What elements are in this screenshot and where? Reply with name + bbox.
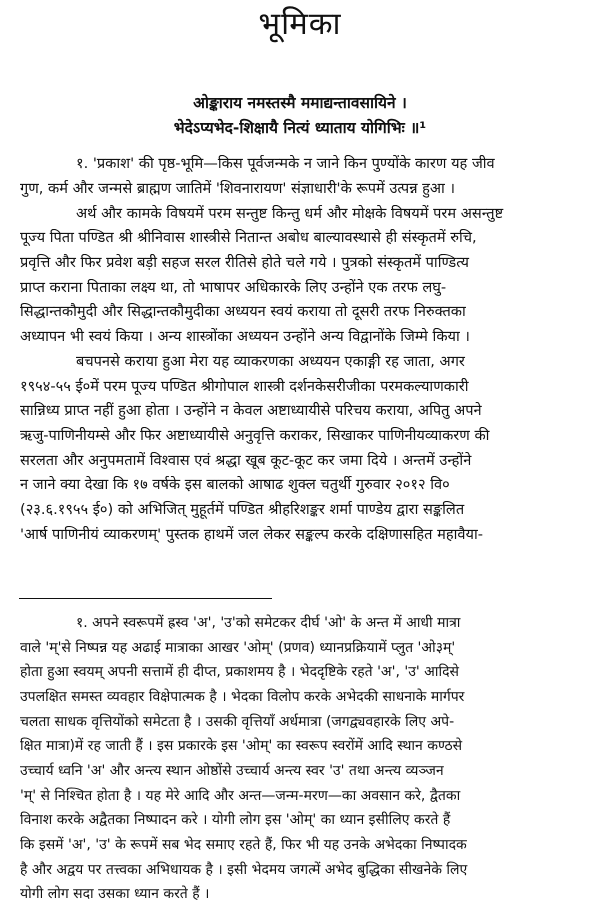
- footnote-line: क्षित मात्रा)में रह जाती हैं । इस प्रकारके इस 'ओम्' का स्वरूप स्वरोंमें आदि स्थान कण्ठसे: [20, 738, 463, 754]
- footnote-line: होता हुआ स्वयम् अपनी सत्तामें ही दीप्त, प्रकाशमय है । भेददृष्टिके रहते 'अ', 'उ' आदिसे: [20, 664, 460, 680]
- footnote-line: वाले 'म्'से निष्पन्न यह अढाई मात्राका आखर 'ओम्' (प्रणव) ध्यानप्रक्रियामें प्लुत 'ओ३म्': [20, 640, 456, 656]
- verse-line-2: भेदेऽप्यभेद-शिक्षायै नित्यं ध्याताय योगिभिः ॥¹: [173, 119, 427, 137]
- footnote-line: उच्चार्य ध्वनि 'अ' और अन्त्य स्थान ओष्ठोंसे उच्चार्य अन्त्य स्वर 'उ' तथा अन्त्य व्यञ्जन: [20, 763, 444, 779]
- body-line: अर्थ और कामके विषयमें परम सन्तुष्ट किन्तु धर्म और मोक्षके विषयमें परम असन्तुष्ट: [76, 205, 504, 222]
- footnote-line: १. अपने स्वरूपमें ह्रस्व 'अ', 'उ'को समेटकर दीर्घ 'ओ' के अन्त में आधी मात्रा: [76, 615, 461, 631]
- body-line: सान्निध्य प्राप्त नहीं हुआ होता । उन्होंने न केवल अष्टाध्यायीसे परिचय कराया, अपितु अपने: [20, 402, 482, 419]
- footnote-line: विनाश करके अद्वैतका निष्पादन करे । योगी लोग इस 'ओम्' का ध्यान इसीलिए करते हैं: [20, 812, 451, 828]
- footnote-line: उपलक्षित समस्त व्यवहार विक्षेपात्मक है । भेदका विलोप करके अभेदकी साधनाके मार्गपर: [20, 689, 465, 705]
- body-line: 'आर्ष पाणिनीयं व्याकरणम्' पुस्तक हाथमें जल लेकर सङ्कल्प करके दक्षिणासहित महावैया-: [20, 526, 484, 543]
- body-line: (२३.६.१९५५ ई०) को अभिजित् मुहूर्तमें पण्डित श्रीहरिशङ्कर शर्मा पाण्डेय द्वारा सङ्कलित: [20, 501, 465, 518]
- body-line: न जाने क्या देखा कि १७ वर्षके इस बालको आषाढ शुक्ल चतुर्थी गुरुवार २०१२ वि०: [20, 476, 450, 493]
- body-line: बचपनसे कराया हुआ मेरा यह व्याकरणका अध्ययन एकाङ्गी रह जाता, अगर: [76, 353, 465, 370]
- body-line: पूज्य पिता पण्डित श्री श्रीनिवास शास्त्रीसे नितान्त अबोध बाल्यावस्थासे ही संस्कृतमें रुचि,: [20, 229, 477, 246]
- body-line: सिद्धान्तकौमुदी और सिद्धान्तकौमुदीका अध्ययन स्वयं कराया तो दूसरी तरफ निरुक्तका: [20, 303, 466, 320]
- body-line: प्रवृत्ति और फिर प्रवेश बड़ी सहज सरल रीतिसे होते चले गये । पुत्रको संस्कृतमें पाण्डित्य: [20, 254, 469, 271]
- footnote-line: योगी लोग सदा उसका ध्यान करते हैं ।: [20, 886, 210, 902]
- verse-line-1: ओङ्काराय नमस्तस्मै ममाद्यन्तावसायिने ।: [193, 94, 407, 112]
- footnote-divider: [19, 598, 272, 599]
- footnote-line: कि इसमें 'अ', 'उ' के रूपमें सब भेद समाए रहते हैं, फिर भी यह उनके अभेदका निष्पादक: [20, 837, 467, 853]
- body-line: गुण, कर्म और जन्मसे ब्राह्मण जातिमें 'शिवनारायण' संज्ञाधारी'के रूपमें उत्पन्न हुआ ।: [20, 180, 455, 197]
- page-title: भूमिका: [258, 6, 342, 42]
- footnote-line: चलता साधक वृत्तियोंको समेटता है । उसकी वृत्तियाँ अर्धमात्रा (जगद्व्यवहारके लिए अपे-: [20, 714, 455, 730]
- footnote-line: 'म्' से निश्चित होता है । यह मेरे आदि और अन्त—जन्म-मरण—का अवसान करे, द्वैतका: [20, 788, 461, 804]
- body-line: अध्यापन भी स्वयं किया । अन्य शास्त्रोंका अध्ययन उन्होंने अन्य विद्वानोंके जिम्मे किया ।: [20, 328, 470, 345]
- body-line: सरलता और अनुपमतामें विश्वास एवं श्रद्धा खूब कूट-कूट कर जमा दिये । अन्तमें उन्होंने: [20, 452, 472, 469]
- footnote-line: है और अद्वय पर तत्त्वका अभिधायक है । इसी भेदमय जगत्में अभेद बुद्धिका सीखनेके लिए: [20, 862, 468, 878]
- body-line: प्राप्त कराना पिताका लक्ष्य था, तो भाषापर अधिकारके लिए उन्होंने एक तरफ लघु-: [20, 279, 447, 296]
- body-line: १९५४-५५ ई०में परम पूज्य पण्डित श्रीगोपाल शास्त्री दर्शनकेसरीजीका परमकल्याणकारी: [20, 378, 469, 395]
- body-line: १. 'प्रकाश' की पृष्ठ-भूमि—किस पूर्वजन्मके न जाने किन पुण्योंके कारण यह जीव: [76, 155, 495, 172]
- body-line: ऋजु-पाणिनीयम्से और फिर अष्टाध्यायीसे अनुवृत्ति कराकर, सिखाकर पाणिनीयव्याकरण की: [20, 427, 490, 444]
